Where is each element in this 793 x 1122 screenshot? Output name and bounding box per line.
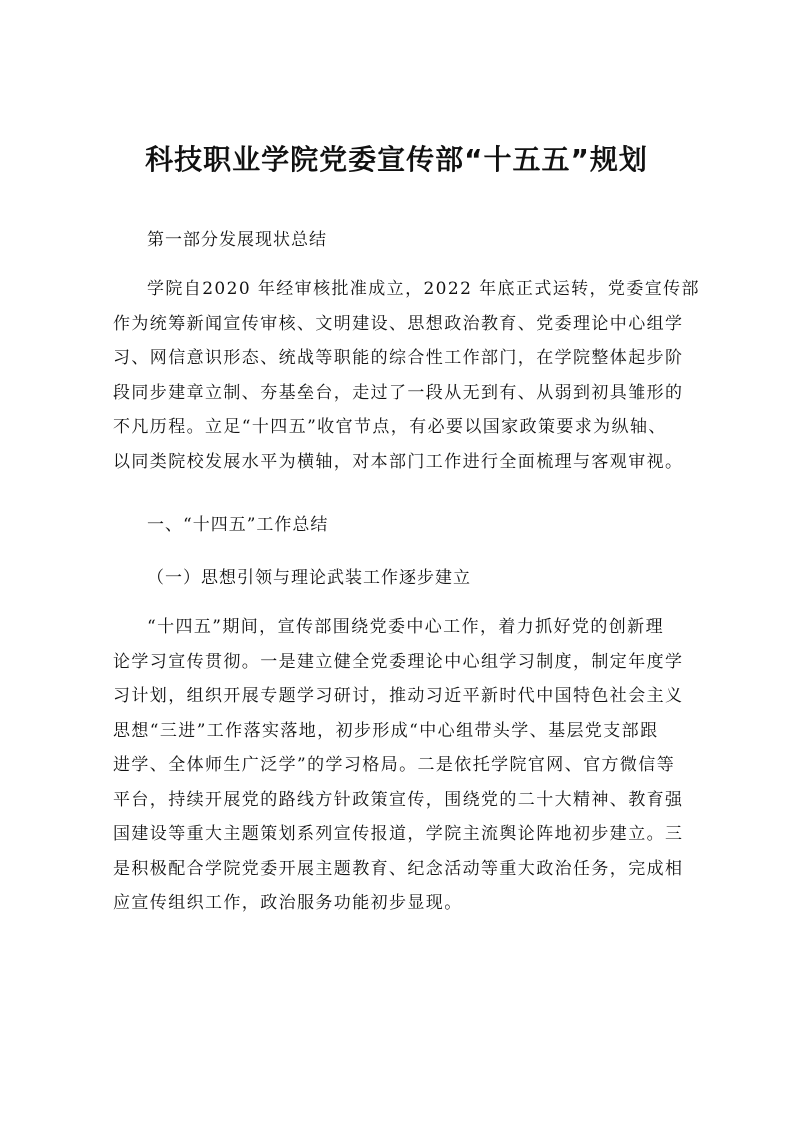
- body-line: “十四五”期间，宣传部围绕党委中心工作，着力抓好党的创新理: [147, 617, 664, 637]
- document-title: 科技职业学院党委宣传部“十五五”规划: [145, 143, 648, 176]
- intro-line: 习、网信意识形态、统战等职能的综合性工作部门，在学院整体起步阶: [113, 348, 684, 368]
- intro-line: 不凡历程。立足“十四五”收官节点，有必要以国家政策要求为纵轴、: [113, 417, 667, 437]
- subsection-heading: （一）思想引领与理论武装工作逐步建立: [147, 568, 471, 588]
- intro-line: 段同步建章立制、夯基垒台，走过了一段从无到有、从弱到初具雏形的: [113, 382, 684, 403]
- intro-paragraph: [113, 272, 699, 479]
- intro-line: 以同类院校发展水平为横轴，对本部门工作进行全面梳理与客观审视。: [113, 451, 684, 472]
- intro-line: 学院自2020 年经审核批准成立，2022 年底正式运转，党委宣传部: [147, 279, 700, 299]
- part-heading: 第一部分发展现状总结: [147, 230, 327, 250]
- body-line: 国建设等重大主题策划系列宣传报道，学院主流舆论阵地初步建立。三: [113, 824, 684, 844]
- intro-line: 作为统筹新闻宣传审核、文明建设、思想政治教育、党委理论中心组学: [113, 313, 684, 334]
- body-line: 应宣传组织工作，政治服务功能初步显现。: [113, 893, 463, 913]
- body-line: 习计划，组织开展专题学习研讨，推动习近平新时代中国特色社会主义: [113, 686, 684, 706]
- body-line: 平台，持续开展党的路线方针政策宣传，围绕党的二十大精神、教育强: [113, 789, 684, 810]
- body-line: 思想“三进”工作落实落地，初步形成“中心组带头学、基层党支部跟: [113, 720, 659, 741]
- section-heading: 一、“十四五”工作总结: [147, 515, 329, 535]
- body-line: 论学习宣传贯彻。一是建立健全党委理论中心组学习制度，制定年度学: [113, 651, 684, 672]
- body-paragraph: [113, 610, 699, 921]
- body-line: 进学、全体师生广泛学”的学习格局。二是依托学院官网、官方微信等: [113, 755, 676, 775]
- body-line: 是积极配合学院党委开展主题教育、纪念活动等重大政治任务，完成相: [113, 858, 684, 879]
